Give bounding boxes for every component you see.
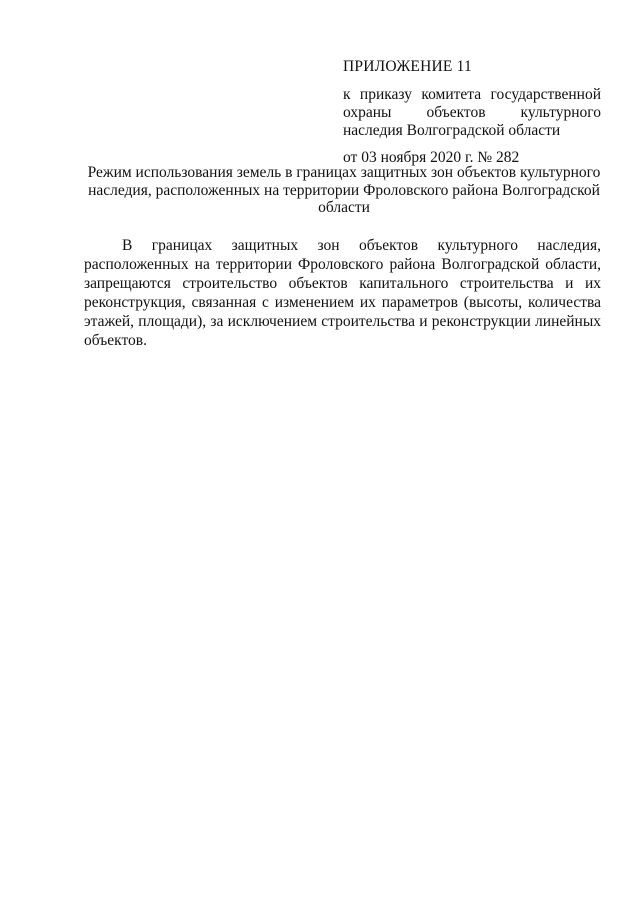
annex-title: ПРИЛОЖЕНИЕ 11 bbox=[343, 58, 472, 75]
annex-reference: к приказу комитета государственной охраны объектов культурного наследия Волгоградской области bbox=[343, 86, 601, 139]
annex-date: от 03 ноября 2020 г. № 282 bbox=[343, 149, 520, 166]
annex-header bbox=[343, 58, 601, 167]
document-title: Режим использования земель в границах защитных зон объектов культурного наследия, расположенных на территории Фроловского района Волгоградской области bbox=[87, 164, 601, 216]
body-paragraph: В границах защитных зон объектов культурного наследия, расположенных на территории Фроловского района Волгоградской области, запрещаются строительство объектов капитального строительства и их реконструкция, связанная с изменением их параметров (высоты, количества этажей, площади), за исключением строительства и реконструкции линейных объектов. bbox=[84, 237, 601, 349]
